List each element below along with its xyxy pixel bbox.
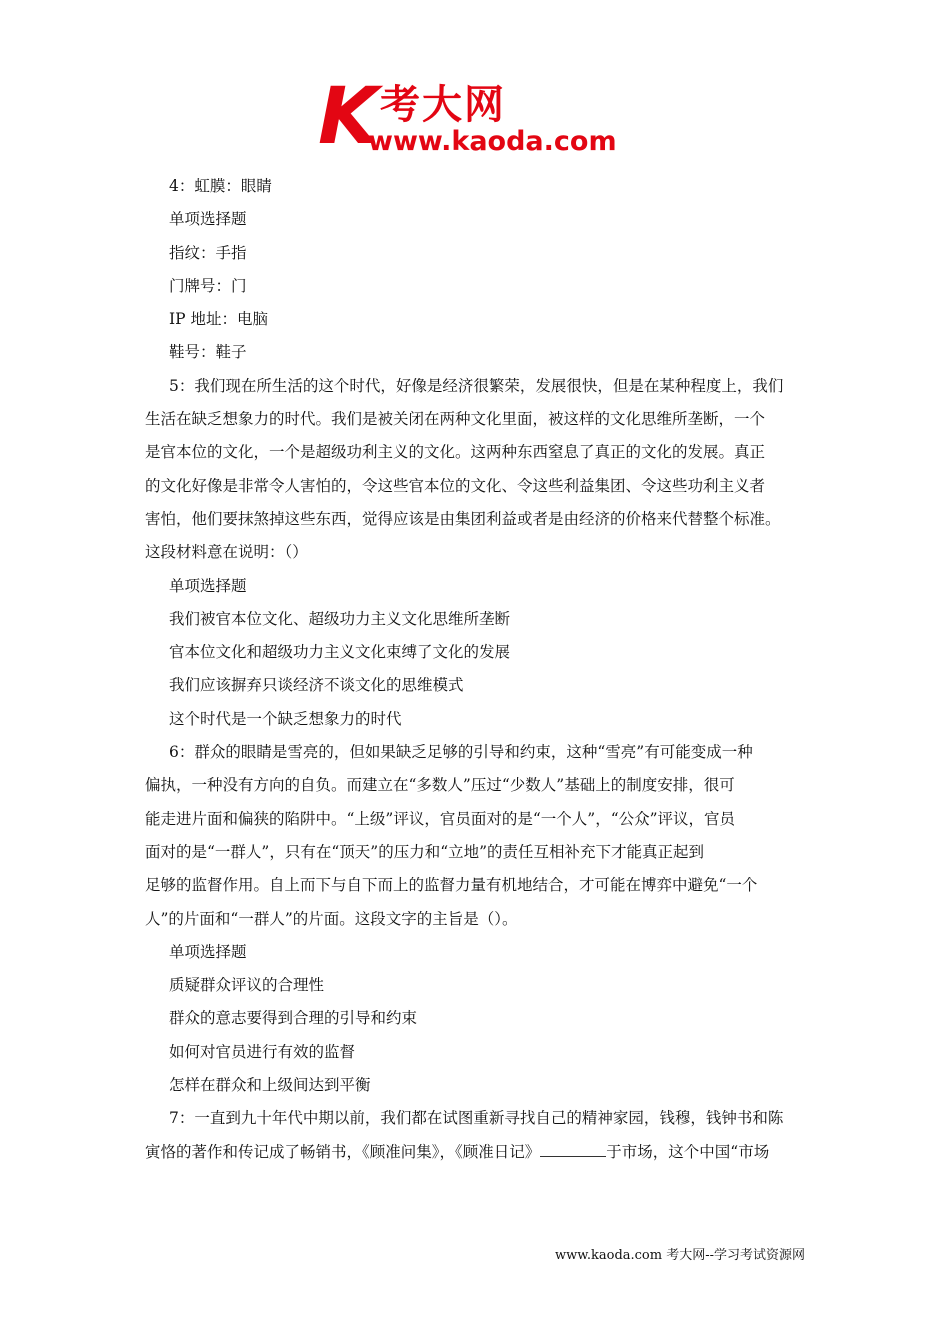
text-line: 质疑群众评议的合理性 <box>169 976 325 995</box>
logo-url: www.kaoda.com <box>368 126 617 157</box>
text-line: 怎样在群众和上级间达到平衡 <box>169 1076 371 1095</box>
text-line: 官本位文化和超级功力主义文化束缚了文化的发展 <box>169 643 511 662</box>
text-line: 如何对官员进行有效的监督 <box>169 1042 356 1061</box>
logo-k-mark: K <box>318 72 379 162</box>
text-line: 鞋号：鞋子 <box>169 343 247 362</box>
text-line: 害怕，他们要抹煞掉这些东西，觉得应该是由集团利益或者是由经济的价格来代替整个标准。 <box>145 509 781 528</box>
kaoda-logo <box>318 72 638 162</box>
text-line: 单项选择题 <box>169 210 247 229</box>
text-line: 这个时代是一个缺乏想象力的时代 <box>169 709 402 728</box>
page-footer: www.kaoda.com 考大网--学习考试资源网 <box>555 1248 805 1263</box>
text-line: 群众的意志要得到合理的引导和约束 <box>169 1009 418 1028</box>
text-line-with-blank <box>145 1136 810 1169</box>
text-after-blank: 于市场，这个中国“市场 <box>606 1142 770 1161</box>
text-line: 4：虹膜：眼睛 <box>169 177 272 195</box>
text-line: 单项选择题 <box>169 576 247 595</box>
text-line: 生活在缺乏想象力的时代。我们是被关闭在两种文化里面，被这样的文化思维所垄断，一个 <box>145 410 766 429</box>
document-body <box>145 170 810 1169</box>
logo-name: 考大网 <box>380 82 506 128</box>
text-line: IP 地址：电脑 <box>169 310 268 329</box>
text-line: 我们被官本位文化、超级功力主义文化思维所垄断 <box>169 609 511 628</box>
text-line: 的文化好像是非常令人害怕的，令这些官本位的文化、令这些利益集团、令这些功利主义者 <box>145 476 766 495</box>
text-line: 面对的是“一群人”，只有在“顶天”的压力和“立地”的责任互相补充下才能真正起到 <box>145 842 705 861</box>
text-line: 指纹：手指 <box>169 243 247 262</box>
text-before-blank: 寅恪的著作和传记成了畅销书，《顾准问集》，《顾准日记》 <box>145 1142 541 1161</box>
text-line: 5：我们现在所生活的这个时代，好像是经济很繁荣，发展很快，但是在某种程度上，我们 <box>169 376 784 395</box>
text-line: 我们应该摒弃只谈经济不谈文化的思维模式 <box>169 676 464 695</box>
text-line: 能走进片面和偏狭的陷阱中。“上级”评议，官员面对的是“一个人”，“公众”评议，官员 <box>145 809 736 828</box>
text-line: 门牌号：门 <box>169 276 247 295</box>
text-line: 人”的片面和“一群人”的片面。这段文字的主旨是（）。 <box>145 909 518 928</box>
text-line: 这段材料意在说明：（） <box>145 543 308 562</box>
text-line: 足够的监督作用。自上而下与自下而上的监督力量有机地结合，才可能在博弈中避免“一个 <box>145 876 758 895</box>
fill-in-blank <box>540 1142 606 1157</box>
text-line: 是官本位的文化，一个是超级功利主义的文化。这两种东西窒息了真正的文化的发展。真正 <box>145 443 766 462</box>
text-line: 7：一直到九十年代中期以前，我们都在试图重新寻找自己的精神家园，钱穆，钱钟书和陈 <box>169 1109 784 1128</box>
text-line: 6：群众的眼睛是雪亮的，但如果缺乏足够的引导和约束，这种“雪亮”有可能变成一种 <box>169 743 753 762</box>
text-line: 偏执，一种没有方向的自负。而建立在“多数人”压过“少数人”基础上的制度安排，很可 <box>145 776 735 795</box>
text-line: 单项选择题 <box>169 942 247 961</box>
